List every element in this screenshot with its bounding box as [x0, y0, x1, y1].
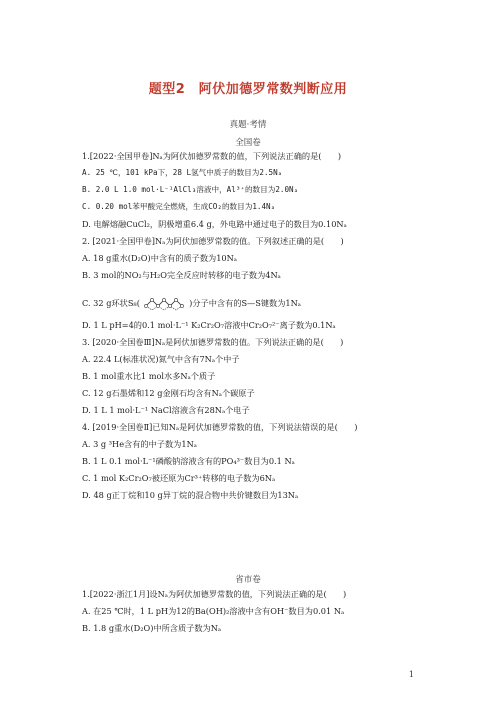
option-3c: C. 12 g石墨烯和12 g金刚石均含有Nₐ个碳原子 [82, 388, 255, 398]
page-title: 题型2 阿伏加德罗常数判断应用 [148, 82, 348, 97]
page-number: 1 [408, 670, 414, 679]
s8-ring-structure-icon [143, 296, 187, 312]
option-3b: B. 1 mol重水比1 mol水多Nₐ个质子 [82, 371, 216, 381]
option-2c-text-start: C. 32 g环状S₈( [82, 298, 140, 308]
option-4b: B. 1 L 0.1 mol·L⁻¹磷酸钠溶液含有的PO₄³⁻数目为0.1 Nₐ [82, 456, 295, 466]
question-4: 4. [2019·全国卷Ⅱ]已知Nₐ是阿伏加德罗常数的值，下列说法错误的是( ) [82, 422, 358, 432]
option-2c-text-end: )分子中含有的S—S键数为1Nₐ [189, 298, 301, 308]
option-1b: B. 2.0 L 1.0 mol·L⁻¹AlCl₃溶液中，Al³⁺的数目为2.0Nₐ [82, 185, 299, 194]
question-2: 2. [2021·全国甲卷]Nₐ为阿伏加德罗常数的值。下列叙述正确的是( ) [82, 236, 344, 246]
option-4c: C. 1 mol K₂Cr₂O₇被还原为Cr³⁺转移的电子数为6Nₐ [82, 473, 276, 483]
option-4d: D. 48 g正丁烷和10 g异丁烷的混合物中共价键数目为13Nₐ [82, 490, 299, 500]
option-2c [82, 296, 466, 312]
option-1c: C. 0.20 mol苯甲酸完全燃烧，生成CO₂的数目为1.4Nₐ [82, 202, 276, 211]
section-subtitle: 真题·考情 [229, 120, 267, 130]
option-2d: D. 1 L pH=4的0.1 mol·L⁻¹ K₂Cr₂O₇溶液中Cr₂O₇²⁻离子数为0.1Nₐ [82, 320, 336, 330]
option-p1b: B. 1.8 g重水(D₂O)中所含质子数为Nₐ [82, 623, 222, 633]
option-2b: B. 3 mol的NO₂与H₂O完全反应时转移的电子数为4Nₐ [82, 270, 281, 280]
option-4a: A. 3 g ³He含有的中子数为1Nₐ [82, 439, 197, 449]
option-1d: D. 电解熔融CuCl₂，阴极增重6.4 g，外电路中通过电子的数目为0.10Nₐ [82, 219, 347, 229]
option-3d: D. 1 L 1 mol·L⁻¹ NaCl溶液含有28Nₐ个电子 [82, 405, 250, 415]
option-1a: A. 25 ℃，101 kPa下，28 L氢气中质子的数目为2.5Nₐ [82, 168, 283, 177]
option-2a: A. 18 g重水(D₂O)中含有的质子数为10Nₐ [82, 253, 237, 263]
question-3: 3. [2020·全国卷Ⅲ]Nₐ是阿伏加德罗常数的值。下列说法正确的是( ) [82, 337, 344, 347]
section-heading-provincial: 省市卷 [235, 575, 261, 585]
option-p1a: A. 在25 ℃时，1 L pH为12的Ba(OH)₂溶液中含有OH⁻数目为0.01 Nₐ [82, 606, 345, 616]
section-heading-national: 全国卷 [235, 138, 261, 148]
question-p1: 1.[2022·浙江1月]设Nₐ为阿伏加德罗常数的值，下列说法正确的是( ) [82, 589, 347, 599]
option-3a: A. 22.4 L(标准状况)氮气中含有7Nₐ个中子 [82, 354, 240, 364]
question-1: 1.[2022·全国甲卷]Nₐ为阿伏加德罗常数的值，下列说法正确的是( ) [82, 151, 342, 161]
